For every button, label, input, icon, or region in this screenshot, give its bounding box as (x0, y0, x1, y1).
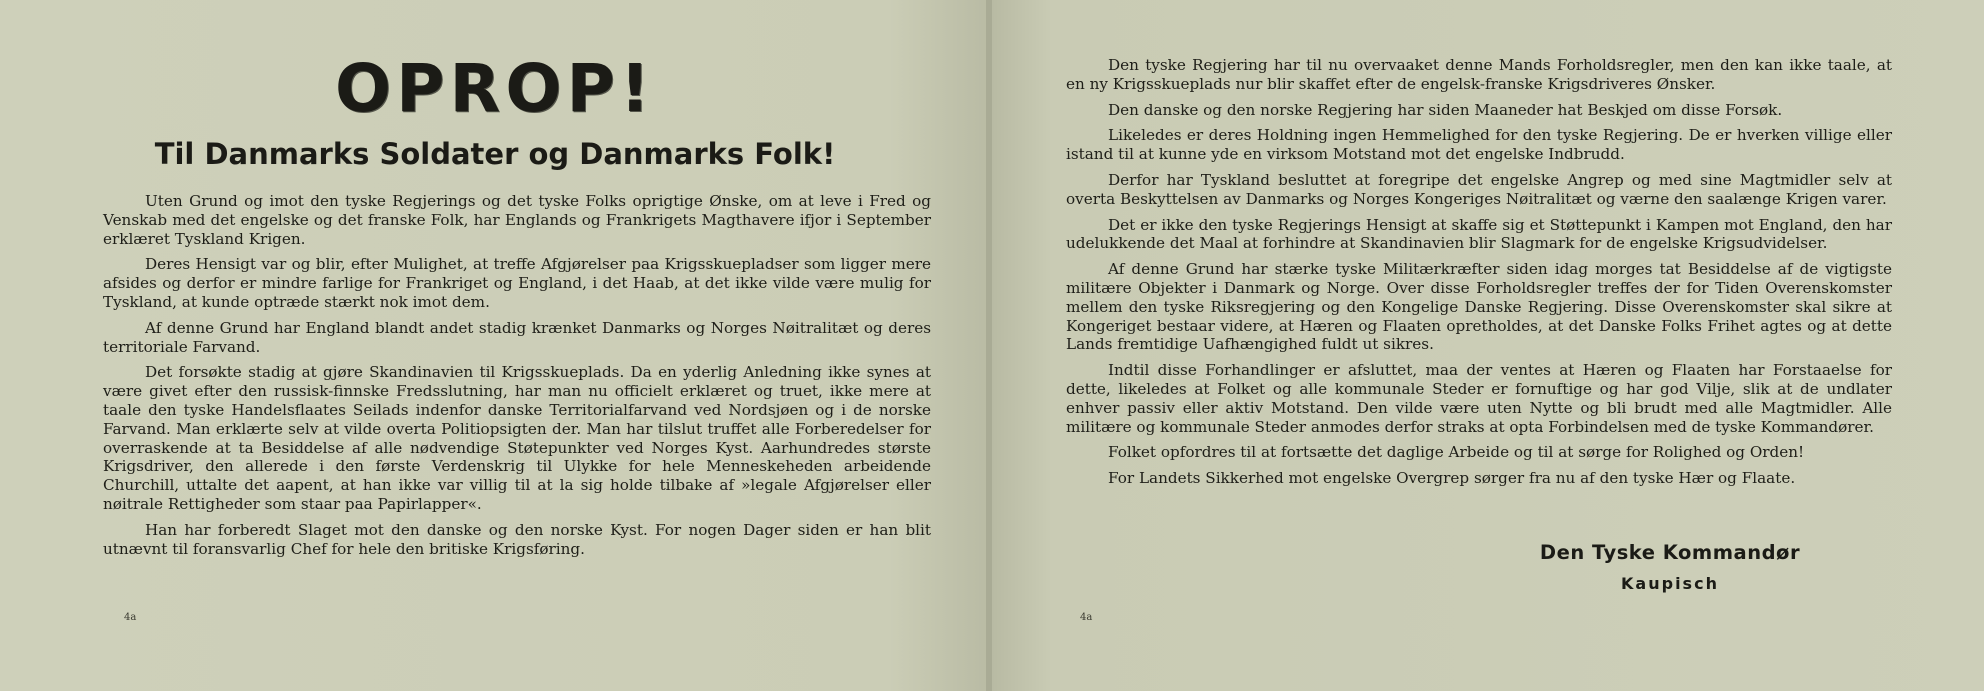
right-body-text (1066, 56, 1892, 495)
proclamation-title: OPROP! (335, 50, 655, 127)
signature-name: Kaupisch (1621, 574, 1719, 593)
right-paragraph-6: Af denne Grund har stærke tyske Militærkræfter siden idag morges tat Besiddelse af de vigtigste militære Objekter i Danmark og Norge. Over disse Forholdsregler treffes der for Tiden Overenskomster mellem den tyske Riksregjering og den Kongelige Danske Regjering. Disse Overenskomster skal sikre at Kongeriget bestaar videre, at Hæren og Flaaten opretholdes, at det Danske Folks Frihet agtes og at dette Lands fremtidige Uafhængighed fuldt ut sikres. (1066, 260, 1892, 354)
left-paragraph-2: Deres Hensigt var og blir, efter Mulighet, at treffe Afgjørelser paa Krigsskuepladser som ligger mere afsides og derfor er mindre farlige for Frankriget og England, i det Haab, at det ikke vilde være mulig for Tyskland, at kunde optræde stærkt nok imot dem. (103, 255, 931, 311)
right-paragraph-2: Den danske og den norske Regjering har siden Maaneder hat Beskjed om disse Forsøk. (1108, 100, 1783, 119)
right-paragraph-3: Likeledes er deres Holdning ingen Hemmelighed for den tyske Regjering. De er hverken villige eller istand til at kunne yde en virksom Motstand mot det engelske Indbrudd. (1066, 126, 1892, 164)
proclamation-subtitle: Til Danmarks Soldater og Danmarks Folk! (154, 137, 836, 171)
right-paragraph-8: Folket opfordres til at fortsætte det daglige Arbeide og til at sørge for Rolighed og Orden! (1108, 443, 1805, 462)
left-paragraph-3: Af denne Grund har England blandt andet stadig krænket Danmarks og Norges Nøitralitæt og deres territoriale Farvand. (103, 318, 931, 356)
right-paragraph-4: Derfor har Tyskland besluttet at foregripe det engelske Angrep og med sine Magtmidler selv at overta Beskyttelsen av Danmarks og Norges Kongeriges Nøitralitæt og værne den saalænge Krigen varer. (1066, 170, 1892, 208)
right-paragraph-5: Det er ikke den tyske Regjerings Hensigt at skaffe sig et Støttepunkt i Kampen mot England, den har udelukkende det Maal at forhindre at Skandinavien blir Slagmark for de engelske Krigsudvidelser. (1066, 215, 1892, 253)
left-paragraph-4: Det forsøkte stadig at gjøre Skandinavien til Krigsskueplads. Da en yderlig Anledning ikke synes at være givet efter den russisk-finnske Fredsslutning, har man nu officielt erklæret og truet, ikke mere at taale den tyske Handelsflaates Seilads indenfor danske Territorialfarvand ved Nordsjøen og i de norske Farvand. Man erklærte selv at vilde overta Politiopsigten der. Man har tilslut truffet alle Forberedelser for overraskende at ta Besiddelse af alle nødvendige Støtepunkter ved Norges Kyst. Aarhundredes største Krigsdriver, den allerede i den første Verdenskrig til Ulykke for hele Menneskeheden arbeidende Churchill, uttalte det aapent, at han ikke var villig til at la sig holde tilbake af »legale Afgjørelser eller nøitrale Rettigheder som staar paa Papirlapper«. (103, 363, 931, 513)
right-page-mark: 4a (1080, 612, 1093, 623)
left-page-mark: 4a (124, 612, 137, 623)
left-paragraph-5: Han har forberedt Slaget mot den danske og den norske Kyst. For nogen Dager siden er han blit utnævnt til foransvarlig Chef for hele den britiske Krigsføring. (103, 520, 931, 558)
left-paragraph-1: Uten Grund og imot den tyske Regjerings og det tyske Folks oprigtige Ønske, om at leve i Fred og Venskab med det engelske og det franske Folk, har Englands og Frankrigets Magthavere ifjor i September erklæret Tyskland Krigen. (103, 192, 931, 248)
left-page (0, 0, 988, 691)
right-paragraph-9: For Landets Sikkerhed mot engelske Overgrep sørger fra nu af den tyske Hær og Flaate. (1108, 469, 1796, 488)
right-paragraph-7: Indtil disse Forhandlinger er afsluttet, maa der ventes at Hæren og Flaaten har Forstaaelse for dette, likeledes at Folket og alle kommunale Steder er fornuftige og har god Vilje, slik at de undlater enhver passiv eller aktiv Motstand. Den vilde være uten Nytte og bli brudt med alle Magtmidler. Alle militære og kommunale Steder anmodes derfor straks at opta Forbindelsen med de tyske Kommandører. (1066, 361, 1892, 436)
right-paragraph-1: Den tyske Regjering har til nu overvaaket denne Mands Forholdsregler, men den kan ikke taale, at en ny Krigsskueplads nur blir skaffet efter de engelsk-franske Krigsdriveres Ønsker. (1066, 56, 1892, 93)
signature-title: Den Tyske Kommandør (1539, 541, 1801, 564)
left-body-text (103, 192, 931, 565)
